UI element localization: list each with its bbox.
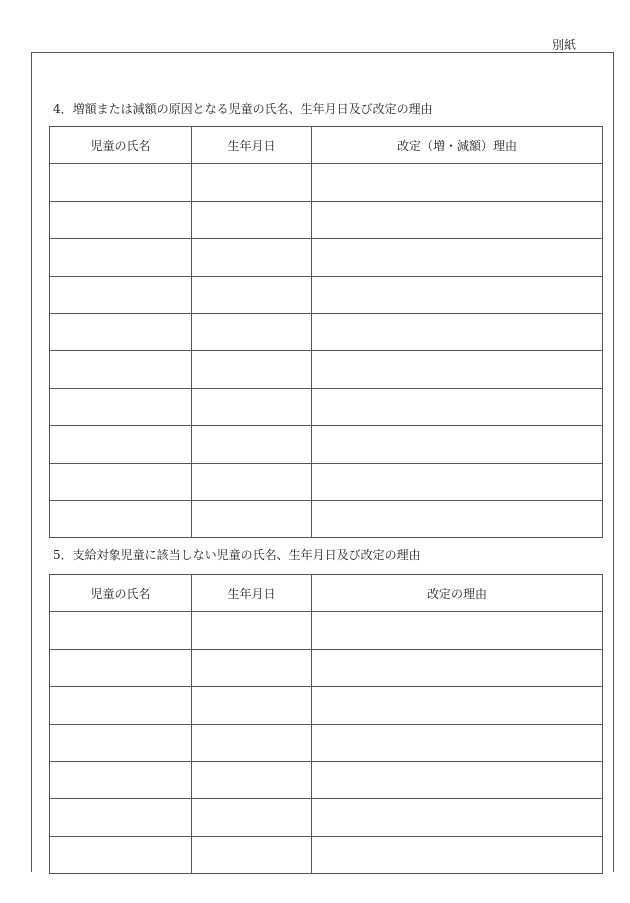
birthdate-cell[interactable] <box>192 649 312 686</box>
birthdate-cell[interactable] <box>192 799 312 836</box>
reason-cell[interactable] <box>312 276 603 313</box>
child-name-cell[interactable] <box>50 799 192 836</box>
birthdate-cell[interactable] <box>192 500 312 537</box>
table-row <box>50 687 603 724</box>
table-header-row <box>50 127 603 164</box>
reason-cell[interactable] <box>312 239 603 276</box>
child-name-cell[interactable] <box>50 388 192 425</box>
table-row <box>50 500 603 537</box>
child-name-cell[interactable] <box>50 761 192 798</box>
reason-cell[interactable] <box>312 687 603 724</box>
child-name-cell[interactable] <box>50 612 192 649</box>
table-row <box>50 836 603 873</box>
column-header-birthdate: 生年月日 <box>192 575 312 612</box>
table-row <box>50 426 603 463</box>
child-name-cell[interactable] <box>50 463 192 500</box>
reason-cell[interactable] <box>312 426 603 463</box>
table-row <box>50 201 603 238</box>
birthdate-cell[interactable] <box>192 351 312 388</box>
child-name-cell[interactable] <box>50 313 192 350</box>
birthdate-cell[interactable] <box>192 313 312 350</box>
table-row <box>50 239 603 276</box>
reason-cell[interactable] <box>312 724 603 761</box>
child-name-cell[interactable] <box>50 687 192 724</box>
table-header-row <box>50 575 603 612</box>
birthdate-cell[interactable] <box>192 276 312 313</box>
table-row <box>50 761 603 798</box>
child-name-cell[interactable] <box>50 164 192 201</box>
birthdate-cell[interactable] <box>192 164 312 201</box>
column-header-child-name: 児童の氏名 <box>50 127 192 164</box>
column-header-birthdate: 生年月日 <box>192 127 312 164</box>
attachment-label: 別紙 <box>552 38 577 52</box>
reason-cell[interactable] <box>312 612 603 649</box>
column-header-child-name: 児童の氏名 <box>50 575 192 612</box>
non-eligible-children-table <box>49 574 603 874</box>
column-header-revision-reason: 改定（増・減額）理由 <box>312 127 603 164</box>
reason-cell[interactable] <box>312 313 603 350</box>
birthdate-cell[interactable] <box>192 426 312 463</box>
table-row <box>50 388 603 425</box>
table-row <box>50 313 603 350</box>
table-row <box>50 799 603 836</box>
reason-cell[interactable] <box>312 388 603 425</box>
increase-decrease-children-table <box>49 126 603 538</box>
child-name-cell[interactable] <box>50 836 192 873</box>
table-row <box>50 276 603 313</box>
birthdate-cell[interactable] <box>192 612 312 649</box>
reason-cell[interactable] <box>312 351 603 388</box>
table-row <box>50 164 603 201</box>
reason-cell[interactable] <box>312 799 603 836</box>
child-name-cell[interactable] <box>50 500 192 537</box>
birthdate-cell[interactable] <box>192 687 312 724</box>
birthdate-cell[interactable] <box>192 463 312 500</box>
reason-cell[interactable] <box>312 463 603 500</box>
section-5-heading: 5．支給対象児童に該当しない児童の氏名、生年月日及び改定の理由 <box>53 548 421 562</box>
birthdate-cell[interactable] <box>192 388 312 425</box>
reason-cell[interactable] <box>312 761 603 798</box>
child-name-cell[interactable] <box>50 724 192 761</box>
reason-cell[interactable] <box>312 164 603 201</box>
table-row <box>50 649 603 686</box>
child-name-cell[interactable] <box>50 276 192 313</box>
reason-cell[interactable] <box>312 836 603 873</box>
table-row <box>50 612 603 649</box>
table-row <box>50 351 603 388</box>
birthdate-cell[interactable] <box>192 239 312 276</box>
birthdate-cell[interactable] <box>192 761 312 798</box>
child-name-cell[interactable] <box>50 201 192 238</box>
birthdate-cell[interactable] <box>192 836 312 873</box>
birthdate-cell[interactable] <box>192 201 312 238</box>
reason-cell[interactable] <box>312 649 603 686</box>
child-name-cell[interactable] <box>50 239 192 276</box>
child-name-cell[interactable] <box>50 649 192 686</box>
table-row <box>50 463 603 500</box>
table-row <box>50 724 603 761</box>
reason-cell[interactable] <box>312 500 603 537</box>
column-header-revision-reason: 改定の理由 <box>312 575 603 612</box>
section-4-heading: 4．増額または減額の原因となる児童の氏名、生年月日及び改定の理由 <box>53 102 433 116</box>
child-name-cell[interactable] <box>50 351 192 388</box>
child-name-cell[interactable] <box>50 426 192 463</box>
birthdate-cell[interactable] <box>192 724 312 761</box>
reason-cell[interactable] <box>312 201 603 238</box>
